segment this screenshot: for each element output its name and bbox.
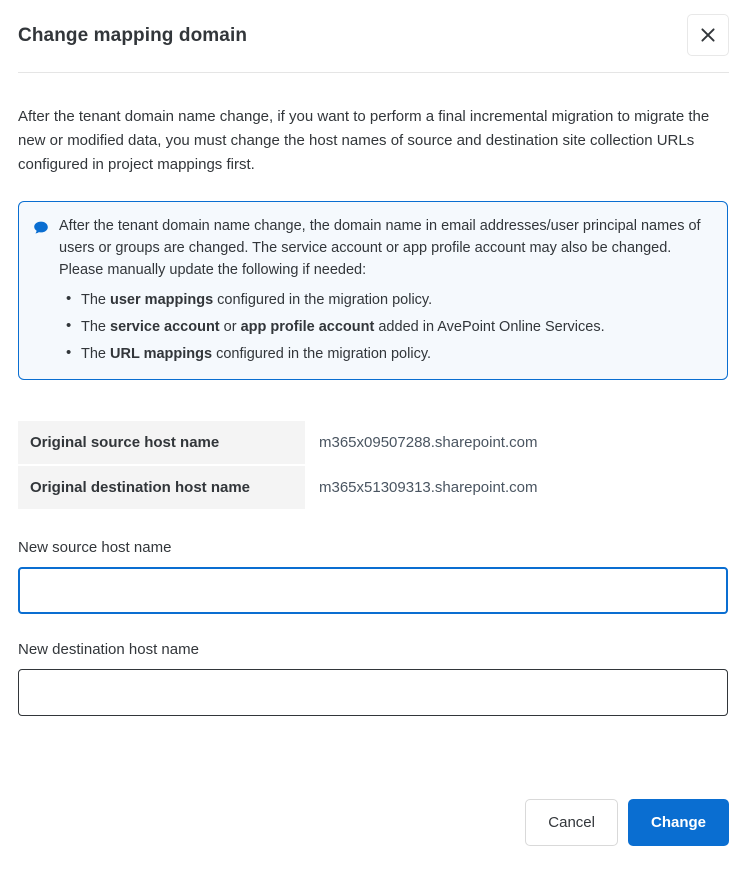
dialog-body: [0, 73, 746, 799]
info-bullet-list: [59, 289, 711, 365]
table-row: [18, 466, 728, 509]
info-callout-content: [59, 215, 711, 365]
table-row-label: Original source host name: [18, 421, 305, 464]
new-destination-host-name-input[interactable]: [18, 669, 728, 716]
new-destination-host-name-label: New destination host name: [18, 641, 199, 658]
info-paragraph: After the tenant domain name change, the domain name in email addresses/user principal names of users or groups are changed. The service account or app profile account may also be changed. Please manually update the following if needed:: [59, 218, 701, 278]
close-button[interactable]: [687, 14, 729, 56]
dialog-footer: [0, 799, 746, 870]
table-row-value: m365x09507288.sharepoint.com: [319, 434, 538, 451]
new-source-host-name-input[interactable]: [18, 567, 728, 614]
speech-bubble-icon: [33, 220, 49, 236]
new-source-host-name-field-group: [18, 538, 728, 614]
new-destination-host-name-field-group: [18, 640, 728, 716]
dialog-header: [0, 0, 746, 73]
change-button[interactable]: Change: [628, 799, 729, 846]
list-item: • The service account or app profile account added in AvePoint Online Services.: [81, 316, 711, 338]
original-host-names-table: [18, 419, 728, 511]
cancel-button[interactable]: Cancel: [525, 799, 618, 846]
info-callout: [18, 201, 728, 380]
page-title: Change mapping domain: [18, 25, 248, 46]
list-item: • The user mappings configured in the migration policy.: [81, 289, 711, 311]
new-source-host-name-label: New source host name: [18, 539, 172, 556]
table-row-label: Original destination host name: [18, 466, 305, 509]
table-row-value: m365x51309313.sharepoint.com: [319, 479, 538, 496]
list-item: • The URL mappings configured in the migration policy.: [81, 343, 711, 365]
table-row: [18, 421, 728, 464]
close-icon: [701, 28, 715, 42]
intro-text: After the tenant domain name change, if you want to perform a final incremental migration to migrate the new or modified data, you must change the host names of source and destination site collection URLs configured in project mappings first.: [18, 108, 710, 173]
